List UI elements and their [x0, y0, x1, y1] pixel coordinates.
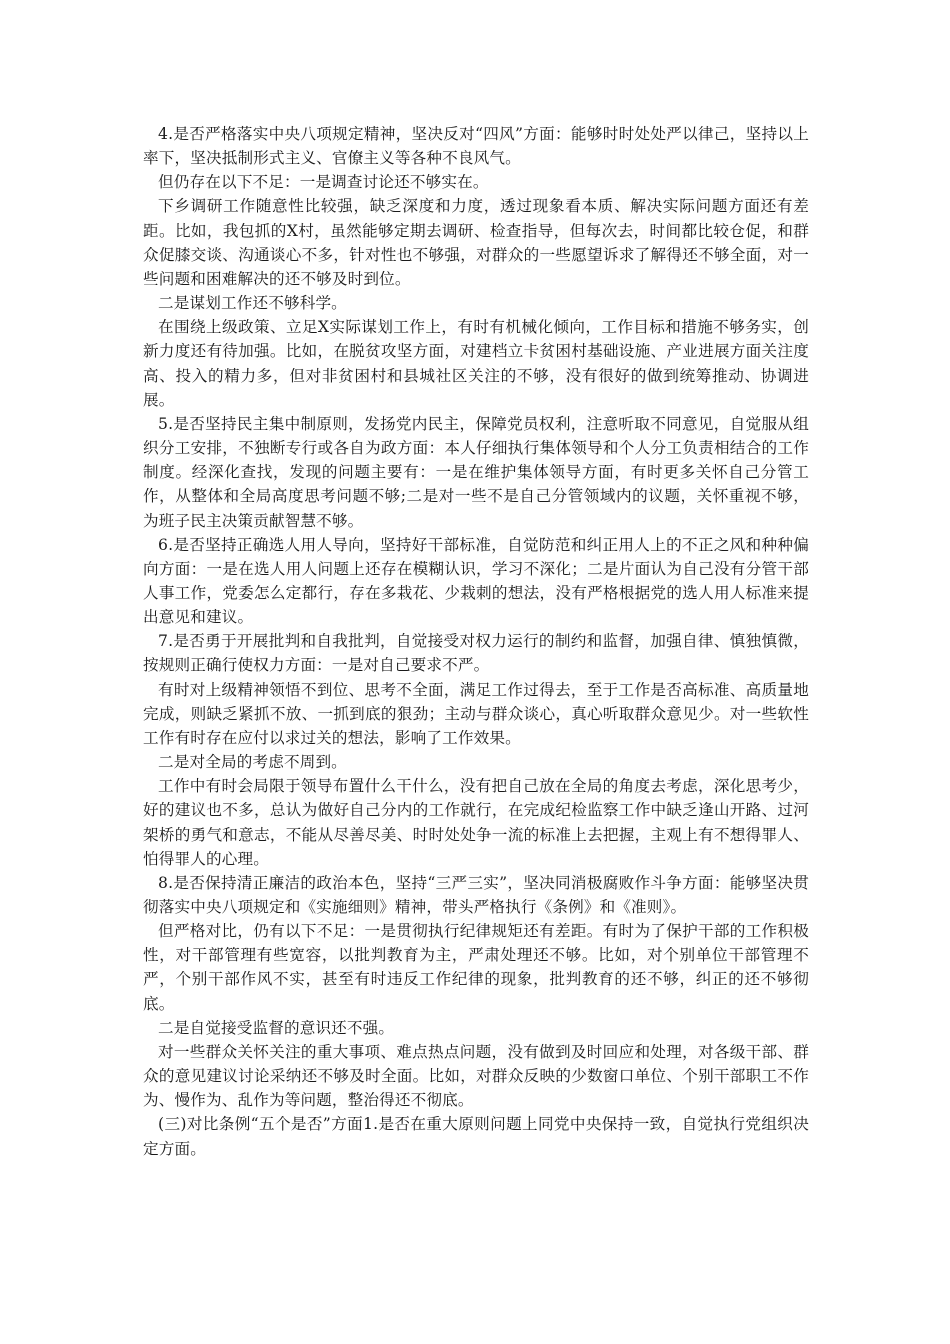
- paragraph-overall-heading: 二是对全局的考虑不周到。: [158, 753, 347, 772]
- paragraph-discipline-detail: 但严格对比，仍有以下不足：一是贯彻执行纪律规矩还有差距。有时为了保护干部的工作积极性，对干部管理有些宽容，以批判教育为主，严肃处理还不够。比如，对个别单位干部管理不严，个别干部作风不实，甚至有时违反工作纪律的现象，批判教育的还不够，纠正的还不够彻底。: [143, 922, 809, 1013]
- paragraph-item-4: 4.是否严格落实中央八项规定精神，坚决反对“四风”方面：能够时时处处严以律己，坚持以上率下，坚决抵制形式主义、官僚主义等各种不良风气。: [143, 125, 809, 168]
- paragraph-supervision-detail: 对一些群众关怀关注的重大事项、难点热点问题，没有做到及时回应和处理，对各级干部、群众的意见建议讨论采纳还不够及时全面。比如，对群众反映的少数窗口单位、个别干部职工不作为、慢作为、乱作为等问题，整治得还不彻底。: [143, 1042, 809, 1110]
- paragraph-item-6: 6.是否坚持正确选人用人导向，坚持好干部标准，自觉防范和纠正用人上的不正之风和种种偏向方面：一是在选人用人问题上还存在模糊认识，学习不深化；二是片面认为自己没有分管干部人事工作，党委怎么定都行，存在多栽花、少栽刺的想法，没有严格根据党的选人用人标准来提出意见和建议。: [143, 535, 809, 627]
- paragraph-section-three: (三)对比条例“五个是否”方面1.是否在重大原则问题上同党中央保持一致，自觉执行党组织决定方面。: [143, 1115, 809, 1158]
- paragraph-overall-detail: 工作中有时会局限于领导布置什么干什么，没有把自己放在全局的角度去考虑，深化思考少，好的建议也不多，总认为做好自己分内的工作就行，在完成纪检监察工作中缺乏逢山开路、过河架桥的勇气和意志，不能从尽善尽美、时时处处争一流的标准上去把握，主观上有不想得罪人、怕得罪人的心理。: [143, 777, 809, 868]
- paragraph-item-5: 5.是否坚持民主集中制原则，发扬党内民主，保障党员权利，注意听取不同意见，自觉服从组织分工安排，不独断专行或各自为政方面：本人仔细执行集体领导和个人分工负责相结合的工作制度。经深化查找，发现的问题主要有：一是在维护集体领导方面，有时更多关怀自己分管工作，从整体和全局高度思考问题不够;二是对一些不是自己分管领域内的议题，关怀重视不够，为班子民主决策贡献智慧不够。: [143, 414, 809, 530]
- paragraph-self-requirement-detail: 有时对上级精神领悟不到位、思考不全面，满足工作过得去，至于工作是否高标准、高质量地完成，则缺乏紧抓不放、一抓到底的狠劲；主动与群众谈心，真心听取群众意见少。对一些软性工作有时存在应付以求过关的想法，影响了工作效果。: [143, 680, 809, 747]
- paragraph-shortcomings-intro: 但仍存在以下不足：一是调查讨论还不够实在。: [158, 173, 489, 192]
- paragraph-item-8: 8.是否保持清正廉洁的政治本色，坚持“三严三实”，坚决同消极腐败作斗争方面：能够坚决贯彻落实中央八项规定和《实施细则》精神，带头严格执行《条例》和《准则》。: [143, 873, 809, 916]
- paragraph-supervision-heading: 二是自觉接受监督的意识还不强。: [158, 1018, 395, 1037]
- paragraph-planning-heading: 二是谋划工作还不够科学。: [158, 294, 347, 313]
- paragraph-planning-detail: 在围绕上级政策、立足X实际谋划工作上，有时有机械化倾向，工作目标和措施不够务实，创新力度还有待加强。比如，在脱贫攻坚方面，对建档立卡贫困村基础设施、产业进展方面关注度高、投入的精力多，但对非贫困村和县城社区关注的不够，没有很好的做到统筹推动、协调进展。: [143, 318, 809, 409]
- document-body: [143, 122, 809, 1161]
- paragraph-research-detail: 下乡调研工作随意性比较强，缺乏深度和力度，透过现象看本质、解决实际问题方面还有差距。比如，我包抓的X村，虽然能够定期去调研、检查指导，但每次去，时间都比较仓促，和群众促膝交谈、沟通谈心不多，针对性也不够强，对群众的一些愿望诉求了解得还不够全面，对一些问题和困难解决的还不够及时到位。: [143, 197, 809, 288]
- paragraph-item-7: 7.是否勇于开展批判和自我批判，自觉接受对权力运行的制约和监督，加强自律、慎独慎微，按规则正确行使权力方面：一是对自己要求不严。: [143, 632, 809, 675]
